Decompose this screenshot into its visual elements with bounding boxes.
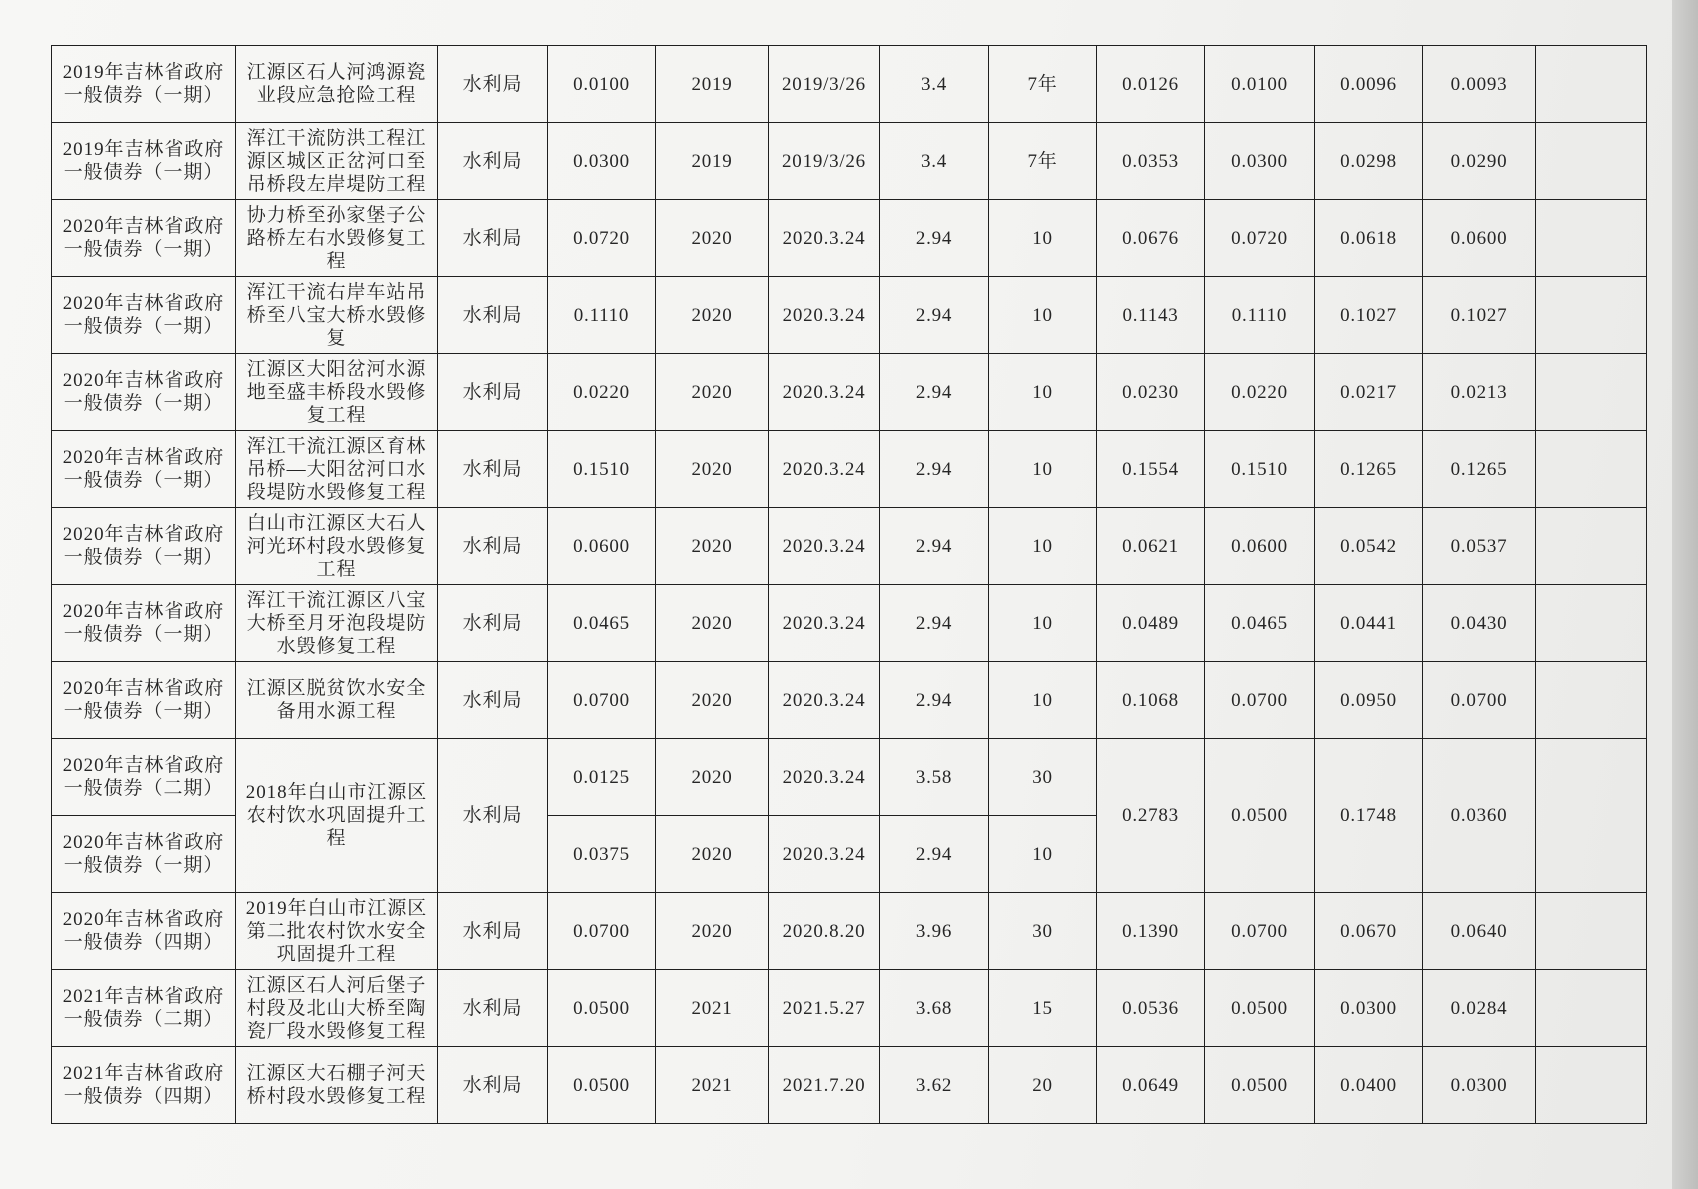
- department-cell: 水利局: [438, 585, 548, 662]
- bond-name: 2020年吉林省政府一般债券（一期）: [62, 293, 225, 337]
- department-cell: 水利局: [438, 662, 548, 739]
- blank-cell: [1536, 585, 1647, 662]
- value-cell-1-merged: 0.2783: [1097, 739, 1205, 893]
- term-cell: 10: [989, 508, 1097, 585]
- blank-cell-merged: [1536, 739, 1647, 893]
- bond-name-cell: [52, 123, 236, 200]
- year-cell: 2020: [656, 739, 769, 816]
- issue-date-cell: 2020.3.24: [769, 200, 880, 277]
- value-cell-2: 0.0700: [1205, 893, 1315, 970]
- blank-cell: [1536, 123, 1647, 200]
- rate-cell: 3.4: [880, 46, 989, 123]
- project-name: 浑江干流右岸车站吊桥至八宝大桥水毁修复: [246, 281, 427, 349]
- term-cell: 10: [989, 200, 1097, 277]
- value-cell-1: 0.1068: [1097, 662, 1205, 739]
- rate-cell: 2.94: [880, 431, 989, 508]
- bond-name: 2020年吉林省政府一般债券（一期）: [62, 370, 225, 414]
- bond-name-cell: [52, 354, 236, 431]
- year-cell: 2020: [656, 200, 769, 277]
- table-row: [52, 1047, 1647, 1124]
- project-name: 浑江干流防洪工程江源区城区正岔河口至吊桥段左岸堤防工程: [246, 127, 427, 195]
- issue-date-cell: 2020.3.24: [769, 508, 880, 585]
- project-name-cell-merged: [236, 739, 438, 893]
- value-cell-2: 0.0300: [1205, 123, 1315, 200]
- term-cell: 7年: [989, 46, 1097, 123]
- year-cell: 2021: [656, 1047, 769, 1124]
- project-name-cell: [236, 970, 438, 1047]
- issue-date-cell: 2020.3.24: [769, 354, 880, 431]
- year-cell: 2020: [656, 662, 769, 739]
- term-cell: 7年: [989, 123, 1097, 200]
- bond-name: 2019年吉林省政府一般债券（一期）: [62, 139, 225, 183]
- amount-cell: 0.1110: [548, 277, 656, 354]
- project-name-cell: [236, 431, 438, 508]
- bond-name-cell: [52, 970, 236, 1047]
- value-cell-3: 0.0670: [1315, 893, 1423, 970]
- term-cell: 10: [989, 662, 1097, 739]
- amount-cell: 0.0700: [548, 893, 656, 970]
- bond-project-table: [51, 45, 1647, 1124]
- bond-name: 2020年吉林省政府一般债券（一期）: [62, 601, 225, 645]
- project-name-cell: [236, 508, 438, 585]
- year-cell: 2020: [656, 585, 769, 662]
- table-row: [52, 739, 1647, 816]
- amount-cell: 0.0500: [548, 970, 656, 1047]
- paper-edge-shadow: [1672, 0, 1698, 1189]
- table-row: [52, 123, 1647, 200]
- value-cell-1: 0.1390: [1097, 893, 1205, 970]
- year-cell: 2020: [656, 816, 769, 893]
- bond-name: 2020年吉林省政府一般债券（一期）: [62, 216, 225, 260]
- value-cell-3: 0.0542: [1315, 508, 1423, 585]
- issue-date-cell: 2020.3.24: [769, 739, 880, 816]
- bond-name-cell: [52, 1047, 236, 1124]
- value-cell-4: 0.0284: [1423, 970, 1536, 1047]
- bond-name-cell: [52, 46, 236, 123]
- department-cell: 水利局: [438, 970, 548, 1047]
- bond-name-cell: [52, 508, 236, 585]
- value-cell-2: 0.1510: [1205, 431, 1315, 508]
- term-cell: 10: [989, 585, 1097, 662]
- value-cell-2: 0.1110: [1205, 277, 1315, 354]
- year-cell: 2019: [656, 123, 769, 200]
- value-cell-1: 0.0676: [1097, 200, 1205, 277]
- project-name: 2018年白山市江源区农村饮水巩固提升工程: [245, 782, 428, 849]
- value-cell-1: 0.0353: [1097, 123, 1205, 200]
- amount-cell: 0.0100: [548, 46, 656, 123]
- table-row: [52, 893, 1647, 970]
- value-cell-3: 0.1265: [1315, 431, 1423, 508]
- blank-cell: [1536, 893, 1647, 970]
- year-cell: 2020: [656, 354, 769, 431]
- term-cell: 10: [989, 354, 1097, 431]
- value-cell-2: 0.0700: [1205, 662, 1315, 739]
- table-row: [52, 662, 1647, 739]
- bond-name-cell: [52, 893, 236, 970]
- project-name: 白山市江源区大石人河光环村段水毁修复工程: [246, 512, 427, 580]
- term-cell: 10: [989, 277, 1097, 354]
- value-cell-4: 0.0300: [1423, 1047, 1536, 1124]
- value-cell-2: 0.0465: [1205, 585, 1315, 662]
- value-cell-4: 0.0213: [1423, 354, 1536, 431]
- value-cell-4: 0.0640: [1423, 893, 1536, 970]
- amount-cell: 0.0500: [548, 1047, 656, 1124]
- value-cell-1: 0.1143: [1097, 277, 1205, 354]
- value-cell-3: 0.1027: [1315, 277, 1423, 354]
- project-name: 江源区大石棚子河天桥村段水毁修复工程: [246, 1063, 427, 1107]
- amount-cell: 0.0375: [548, 816, 656, 893]
- value-cell-2: 0.0100: [1205, 46, 1315, 123]
- value-cell-1: 0.0126: [1097, 46, 1205, 123]
- value-cell-3: 0.0950: [1315, 662, 1423, 739]
- value-cell-4: 0.0430: [1423, 585, 1536, 662]
- rate-cell: 2.94: [880, 200, 989, 277]
- table-row: [52, 277, 1647, 354]
- bond-name-cell: [52, 739, 236, 816]
- value-cell-3: 0.0441: [1315, 585, 1423, 662]
- value-cell-1: 0.0536: [1097, 970, 1205, 1047]
- value-cell-4: 0.1265: [1423, 431, 1536, 508]
- project-name: 江源区石人河后堡子村段及北山大桥至陶瓷厂段水毁修复工程: [246, 974, 427, 1042]
- issue-date-cell: 2021.7.20: [769, 1047, 880, 1124]
- blank-cell: [1536, 508, 1647, 585]
- issue-date-cell: 2020.3.24: [769, 662, 880, 739]
- blank-cell: [1536, 431, 1647, 508]
- blank-cell: [1536, 1047, 1647, 1124]
- term-cell: 10: [989, 431, 1097, 508]
- amount-cell: 0.0720: [548, 200, 656, 277]
- value-cell-4: 0.0290: [1423, 123, 1536, 200]
- bond-name-cell: [52, 662, 236, 739]
- value-cell-1: 0.0649: [1097, 1047, 1205, 1124]
- value-cell-1: 0.1554: [1097, 431, 1205, 508]
- blank-cell: [1536, 662, 1647, 739]
- value-cell-3: 0.0298: [1315, 123, 1423, 200]
- table-row: [52, 46, 1647, 123]
- value-cell-2-merged: 0.0500: [1205, 739, 1315, 893]
- department-cell-merged: 水利局: [438, 739, 548, 893]
- blank-cell: [1536, 200, 1647, 277]
- amount-cell: 0.0700: [548, 662, 656, 739]
- rate-cell: 3.62: [880, 1047, 989, 1124]
- year-cell: 2020: [656, 277, 769, 354]
- project-name-cell: [236, 46, 438, 123]
- term-cell: 20: [989, 1047, 1097, 1124]
- table-row: [52, 200, 1647, 277]
- bond-name: 2021年吉林省政府一般债券（四期）: [62, 1063, 225, 1107]
- rate-cell: 2.94: [880, 585, 989, 662]
- year-cell: 2020: [656, 431, 769, 508]
- project-name-cell: [236, 893, 438, 970]
- project-name-cell: [236, 354, 438, 431]
- project-name: 江源区脱贫饮水安全备用水源工程: [246, 678, 427, 722]
- value-cell-3: 0.0300: [1315, 970, 1423, 1047]
- year-cell: 2021: [656, 970, 769, 1047]
- rate-cell: 3.4: [880, 123, 989, 200]
- amount-cell: 0.0600: [548, 508, 656, 585]
- project-name: 浑江干流江源区育林吊桥—大阳岔河口水段堤防水毁修复工程: [246, 435, 427, 503]
- amount-cell: 0.1510: [548, 431, 656, 508]
- department-cell: 水利局: [438, 46, 548, 123]
- project-name: 协力桥至孙家堡子公路桥左右水毁修复工程: [246, 204, 427, 272]
- issue-date-cell: 2021.5.27: [769, 970, 880, 1047]
- term-cell: 15: [989, 970, 1097, 1047]
- table-row: [52, 354, 1647, 431]
- value-cell-4-merged: 0.0360: [1423, 739, 1536, 893]
- project-name: 江源区石人河鸿源瓷业段应急抢险工程: [246, 62, 427, 106]
- bond-name: 2020年吉林省政府一般债券（一期）: [62, 447, 225, 491]
- year-cell: 2019: [656, 46, 769, 123]
- bond-name: 2020年吉林省政府一般债券（一期）: [62, 524, 225, 568]
- issue-date-cell: 2020.3.24: [769, 816, 880, 893]
- value-cell-3: 0.0618: [1315, 200, 1423, 277]
- issue-date-cell: 2020.3.24: [769, 585, 880, 662]
- value-cell-4: 0.0537: [1423, 508, 1536, 585]
- term-cell: 30: [989, 739, 1097, 816]
- bond-name: 2020年吉林省政府一般债券（一期）: [62, 832, 225, 876]
- table-row: [52, 508, 1647, 585]
- department-cell: 水利局: [438, 508, 548, 585]
- project-name-cell: [236, 277, 438, 354]
- table-row: [52, 431, 1647, 508]
- rate-cell: 2.94: [880, 816, 989, 893]
- amount-cell: 0.0125: [548, 739, 656, 816]
- rate-cell: 3.58: [880, 739, 989, 816]
- year-cell: 2020: [656, 893, 769, 970]
- bond-name-cell: [52, 200, 236, 277]
- value-cell-3: 0.0096: [1315, 46, 1423, 123]
- amount-cell: 0.0465: [548, 585, 656, 662]
- project-name-cell: [236, 1047, 438, 1124]
- blank-cell: [1536, 970, 1647, 1047]
- department-cell: 水利局: [438, 431, 548, 508]
- project-name: 江源区大阳岔河水源地至盛丰桥段水毁修复工程: [246, 358, 427, 426]
- department-cell: 水利局: [438, 277, 548, 354]
- bond-name: 2020年吉林省政府一般债券（二期）: [62, 755, 225, 799]
- issue-date-cell: 2020.3.24: [769, 277, 880, 354]
- rate-cell: 2.94: [880, 354, 989, 431]
- term-cell: 30: [989, 893, 1097, 970]
- value-cell-2: 0.0720: [1205, 200, 1315, 277]
- rate-cell: 2.94: [880, 508, 989, 585]
- bond-name: 2019年吉林省政府一般债券（一期）: [62, 62, 225, 106]
- table-row: [52, 585, 1647, 662]
- value-cell-3-merged: 0.1748: [1315, 739, 1423, 893]
- project-name: 浑江干流江源区八宝大桥至月牙泡段堤防水毁修复工程: [246, 589, 427, 657]
- value-cell-1: 0.0621: [1097, 508, 1205, 585]
- value-cell-4: 0.0700: [1423, 662, 1536, 739]
- amount-cell: 0.0220: [548, 354, 656, 431]
- value-cell-2: 0.0500: [1205, 1047, 1315, 1124]
- term-cell: 10: [989, 816, 1097, 893]
- department-cell: 水利局: [438, 123, 548, 200]
- value-cell-4: 0.0600: [1423, 200, 1536, 277]
- blank-cell: [1536, 354, 1647, 431]
- blank-cell: [1536, 46, 1647, 123]
- value-cell-2: 0.0220: [1205, 354, 1315, 431]
- rate-cell: 3.68: [880, 970, 989, 1047]
- issue-date-cell: 2019/3/26: [769, 46, 880, 123]
- project-name: 2019年白山市江源区第二批农村饮水安全巩固提升工程: [245, 897, 428, 965]
- bond-name: 2020年吉林省政府一般债券（四期）: [62, 909, 225, 953]
- issue-date-cell: 2020.8.20: [769, 893, 880, 970]
- amount-cell: 0.0300: [548, 123, 656, 200]
- value-cell-4: 0.1027: [1423, 277, 1536, 354]
- value-cell-2: 0.0600: [1205, 508, 1315, 585]
- project-name-cell: [236, 662, 438, 739]
- value-cell-1: 0.0230: [1097, 354, 1205, 431]
- table-row: [52, 970, 1647, 1047]
- year-cell: 2020: [656, 508, 769, 585]
- value-cell-3: 0.0217: [1315, 354, 1423, 431]
- department-cell: 水利局: [438, 893, 548, 970]
- bond-name-cell: [52, 277, 236, 354]
- department-cell: 水利局: [438, 200, 548, 277]
- value-cell-4: 0.0093: [1423, 46, 1536, 123]
- blank-cell: [1536, 277, 1647, 354]
- bond-name-cell: [52, 585, 236, 662]
- department-cell: 水利局: [438, 354, 548, 431]
- issue-date-cell: 2020.3.24: [769, 431, 880, 508]
- bond-name: 2021年吉林省政府一般债券（二期）: [62, 986, 225, 1030]
- issue-date-cell: 2019/3/26: [769, 123, 880, 200]
- value-cell-2: 0.0500: [1205, 970, 1315, 1047]
- rate-cell: 3.96: [880, 893, 989, 970]
- rate-cell: 2.94: [880, 662, 989, 739]
- project-name-cell: [236, 585, 438, 662]
- bond-name-cell: [52, 816, 236, 893]
- value-cell-3: 0.0400: [1315, 1047, 1423, 1124]
- bond-name: 2020年吉林省政府一般债券（一期）: [62, 678, 225, 722]
- value-cell-1: 0.0489: [1097, 585, 1205, 662]
- project-name-cell: [236, 123, 438, 200]
- bond-name-cell: [52, 431, 236, 508]
- project-name-cell: [236, 200, 438, 277]
- department-cell: 水利局: [438, 1047, 548, 1124]
- rate-cell: 2.94: [880, 277, 989, 354]
